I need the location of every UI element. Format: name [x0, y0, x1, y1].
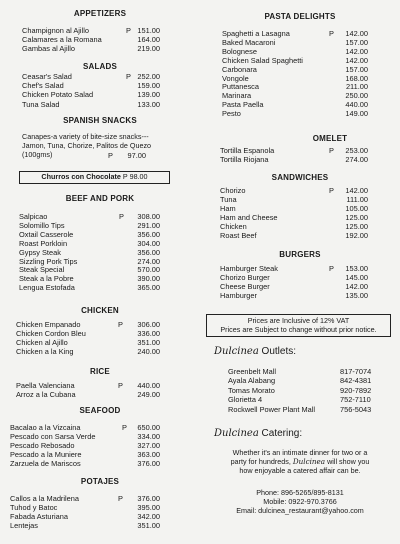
appetizers-item-name: Calamares a la Romana [22, 35, 102, 45]
beef_pork-item-price: 308.00 [137, 212, 160, 221]
appetizers-item-price: 219.00 [137, 44, 160, 54]
chicken-item-name: Chicken Cordon Bleu [16, 328, 86, 338]
pasta-item-name: Vongole [222, 73, 249, 83]
outlet-name: Glorietta 4 [228, 395, 263, 405]
pasta-item-price: 142.00 [345, 55, 368, 65]
salads-item-name: Ceasar's Salad [22, 72, 72, 81]
burgers-item-name: Cheese Burger [220, 281, 270, 291]
snacks-desc-line1: Canapes-a variety of bite-size snacks--- [22, 132, 149, 141]
chicken-item-name: Chicken Empanado [16, 320, 81, 329]
salads-item-name: Tuna Salad [22, 99, 60, 109]
pasta-item-price: 157.00 [345, 64, 368, 74]
outlets-title-rest: Outlets: [258, 346, 297, 357]
snacks-desc-price: 97.00 [127, 151, 146, 160]
pasta-item-price: 168.00 [345, 73, 368, 83]
pasta-title: PASTA DELIGHTS [264, 12, 336, 21]
seafood-item-price: 650.00 [137, 423, 160, 432]
burgers-title: BURGERS [279, 250, 321, 259]
appetizers-item-price: 164.00 [137, 35, 160, 45]
sandwiches-item-price: 125.00 [345, 212, 368, 222]
pasta-item-name: Pesto [222, 109, 241, 119]
outlet-phone: 752-7110 [340, 395, 371, 405]
sandwiches-item-name: Tuna [220, 194, 237, 204]
omelet-item-name: Tortilla Riojana [220, 154, 269, 164]
burgers-item-name: Hamburger [220, 290, 257, 300]
vat-line2: Prices are Subject to change without prior notice. [220, 325, 377, 334]
salads-item-price: 252.00 [137, 72, 160, 81]
peso-symbol: P [119, 212, 124, 221]
beef_pork-item-price: 570.00 [137, 265, 160, 275]
peso-symbol: P [329, 29, 334, 38]
appetizers-item-name: Champignon al Ajillo [22, 26, 89, 35]
seafood-item-name: Pescado a la Muniere [10, 449, 82, 459]
salads-item-price: 159.00 [137, 81, 160, 91]
catering-line3: how enjoyable a catered affair can be. [239, 466, 361, 475]
salads-item-price: 133.00 [137, 99, 160, 109]
peso-symbol: P [329, 186, 334, 195]
salads-item-name: Chicken Potato Salad [22, 90, 94, 100]
seafood-item-price: 376.00 [137, 458, 160, 468]
peso-symbol: P [329, 146, 334, 155]
beef_pork-item-name: Oxtail Casserole [19, 229, 74, 239]
peso-symbol: P [118, 320, 123, 329]
burgers-item-price: 153.00 [345, 264, 368, 273]
vat-line1: Prices are Inclusive of 12% VAT [247, 316, 350, 325]
salads-title: SALADS [82, 62, 118, 71]
beef_pork-item-price: 356.00 [137, 247, 160, 257]
burgers-item-price: 135.00 [345, 290, 368, 300]
pasta-item-name: Spaghetti a Lasagna [222, 29, 290, 38]
beef_pork-item-price: 365.00 [137, 283, 160, 293]
seafood-item-name: Pescado con Sarsa Verde [10, 431, 96, 441]
sandwiches-item-price: 105.00 [345, 203, 368, 213]
pasta-item-price: 142.00 [345, 29, 368, 38]
outlet-phone: 842-4381 [340, 376, 372, 386]
catering-brand: Dulcinea [214, 428, 259, 439]
seafood-item-name: Zarzuela de Mariscos [10, 458, 81, 468]
rice-item-price: 440.00 [137, 381, 160, 390]
sandwiches-item-price: 142.00 [345, 186, 368, 195]
salads-item-price: 139.00 [137, 90, 160, 100]
chicken-item-price: 336.00 [137, 328, 160, 338]
outlet-phone: 920-7892 [340, 385, 372, 395]
potajes-item-name: Tuhod y Batoc [10, 502, 58, 512]
omelet-item-price: 274.00 [345, 154, 368, 164]
outlet-name: Greenbelt Mall [228, 367, 277, 376]
rice-item-name: Paella Valenciana [16, 381, 75, 390]
peso-symbol: P [126, 26, 131, 35]
salads-item-name: Chef's Salad [22, 81, 64, 91]
beef_pork-item-price: 390.00 [137, 274, 160, 284]
catering-line1: Whether it's an intimate dinner for two or a [232, 448, 368, 457]
sandwiches-item-price: 111.00 [346, 194, 368, 204]
outlet-name: Tomas Morato [228, 385, 275, 395]
chicken-item-price: 306.00 [137, 320, 160, 329]
beef_pork-item-price: 274.00 [137, 256, 160, 266]
sandwiches-title: SANDWICHES [271, 173, 329, 182]
peso-symbol: P [118, 494, 123, 503]
beef_pork-item-name: Roast Porkloin [19, 238, 68, 248]
seafood-item-price: 334.00 [137, 431, 160, 441]
catering-line2-brand: Dulcinea [292, 457, 326, 466]
pasta-item-name: Bolognese [222, 46, 257, 56]
seafood-item-name: Pescado Rebosado [10, 440, 75, 450]
burgers-item-name: Chorizo Burger [220, 272, 270, 282]
pasta-item-name: Puttanesca [222, 82, 259, 92]
omelet-item-price: 253.00 [345, 146, 368, 155]
spanish-snacks-title: SPANISH SNACKS [63, 116, 137, 125]
potajes-title: POTAJES [80, 477, 120, 486]
beef_pork-item-name: Sizzling Pork Tips [19, 256, 78, 266]
sandwiches-item-name: Ham and Cheese [220, 212, 278, 222]
beef_pork-item-name: Solomillo Tips [19, 220, 65, 230]
sandwiches-item-price: 192.00 [345, 230, 368, 240]
potajes-item-price: 342.00 [137, 511, 160, 521]
chicken-item-name: Chicken al Ajillo [16, 337, 68, 347]
burgers-item-name: Hamburger Steak [220, 264, 278, 273]
outlet-phone: 756-5043 [340, 404, 372, 414]
burgers-item-price: 142.00 [345, 281, 368, 291]
vat-notice-box [206, 314, 391, 337]
churros-price: P 98.00 [122, 172, 148, 181]
snacks-desc-line2: Jamon, Tuna, Chorize, Palitos de Quezo [22, 141, 152, 150]
sandwiches-item-name: Chorizo [220, 186, 246, 195]
beef_pork-item-name: Gypsy Steak [19, 247, 61, 257]
sandwiches-item-name: Ham [220, 203, 236, 213]
pasta-item-price: 142.00 [345, 46, 368, 56]
beef_pork-item-price: 356.00 [137, 229, 160, 239]
catering-phone: Phone: 896-5265/895-8131 [256, 488, 344, 497]
seafood-item-name: Bacalao a la Vizcaina [10, 423, 81, 432]
beef_pork-item-name: Steak a la Pobre [19, 274, 74, 284]
potajes-item-name: Lentejas [10, 520, 38, 530]
pasta-item-price: 149.00 [345, 109, 368, 119]
potajes-item-name: Callos a la Madrilena [10, 494, 80, 503]
outlet-phone: 817-7074 [340, 367, 372, 376]
omelet-item-name: Tortilla Espanola [220, 146, 275, 155]
sandwiches-item-name: Chicken [220, 221, 247, 231]
pasta-item-name: Marinara [222, 91, 252, 101]
potajes-item-name: Fabada Asturiana [10, 511, 68, 521]
pasta-item-name: Carbonara [222, 64, 257, 74]
catering-title [214, 430, 302, 439]
appetizers-item-name: Gambas al Ajillo [22, 44, 75, 54]
appetizers-item-price: 151.00 [137, 26, 160, 35]
seafood-title: SEAFOOD [79, 406, 121, 415]
catering-title-rest: Catering: [258, 428, 303, 439]
beef_pork-item-name: Lengua Estofada [19, 283, 75, 293]
potajes-item-price: 376.00 [137, 494, 160, 503]
potajes-item-price: 395.00 [137, 502, 160, 512]
beef_pork-item-name: Steak Special [19, 265, 65, 275]
sandwiches-item-price: 125.00 [345, 221, 368, 231]
beef_pork-item-price: 304.00 [137, 238, 160, 248]
beef_pork-item-price: 291.00 [137, 220, 160, 230]
pasta-item-price: 250.00 [345, 91, 368, 101]
outlet-name: Ayala Alabang [228, 376, 276, 386]
peso-symbol: P [329, 264, 334, 273]
rice-title: RICE [90, 367, 110, 376]
peso-symbol: P [108, 151, 113, 160]
rice-item-name: Arroz a la Cubana [16, 389, 76, 399]
omelet-title: OMELET [312, 134, 348, 143]
catering-line2a: party for hundreds, [230, 457, 293, 466]
snacks-desc-line3: (100gms) [22, 150, 53, 159]
potajes-item-price: 351.00 [137, 520, 160, 530]
outlets-title [214, 348, 296, 357]
chicken-item-name: Chicken a la King [16, 346, 74, 356]
pasta-item-name: Pasta Paella [222, 100, 264, 110]
sandwiches-item-name: Roast Beef [220, 230, 257, 240]
churros-name: Churros con Chocolate [41, 172, 121, 181]
pasta-item-name: Chicken Salad Spaghetti [222, 55, 303, 65]
beef_pork-title: BEEF AND PORK [65, 194, 135, 203]
seafood-item-price: 327.00 [137, 440, 160, 450]
beef_pork-item-name: Salpicao [19, 212, 48, 221]
pasta-item-price: 440.00 [345, 100, 368, 110]
peso-symbol: P [122, 423, 127, 432]
catering-email: Email: dulcinea_restaurant@yahoo.com [236, 506, 364, 515]
peso-symbol: P [118, 381, 123, 390]
appetizers-title: APPETIZERS [73, 9, 127, 18]
catering-mobile: Mobile: 0922-970.3766 [263, 497, 337, 506]
churros-box [19, 171, 170, 184]
chicken-title: CHICKEN [81, 306, 119, 315]
chicken-item-price: 240.00 [137, 346, 160, 356]
outlet-name: Rockwell Power Plant Mall [228, 404, 316, 414]
outlets-brand: Dulcinea [214, 346, 259, 357]
chicken-item-price: 351.00 [137, 337, 160, 347]
pasta-item-price: 157.00 [345, 37, 368, 47]
pasta-item-name: Baked Macaroni [222, 37, 276, 47]
pasta-item-price: 211.00 [345, 82, 368, 92]
burgers-item-price: 145.00 [345, 272, 368, 282]
peso-symbol: P [126, 72, 131, 81]
rice-item-price: 249.00 [137, 389, 160, 399]
seafood-item-price: 363.00 [137, 449, 160, 459]
catering-line2b: will show you [325, 457, 370, 466]
